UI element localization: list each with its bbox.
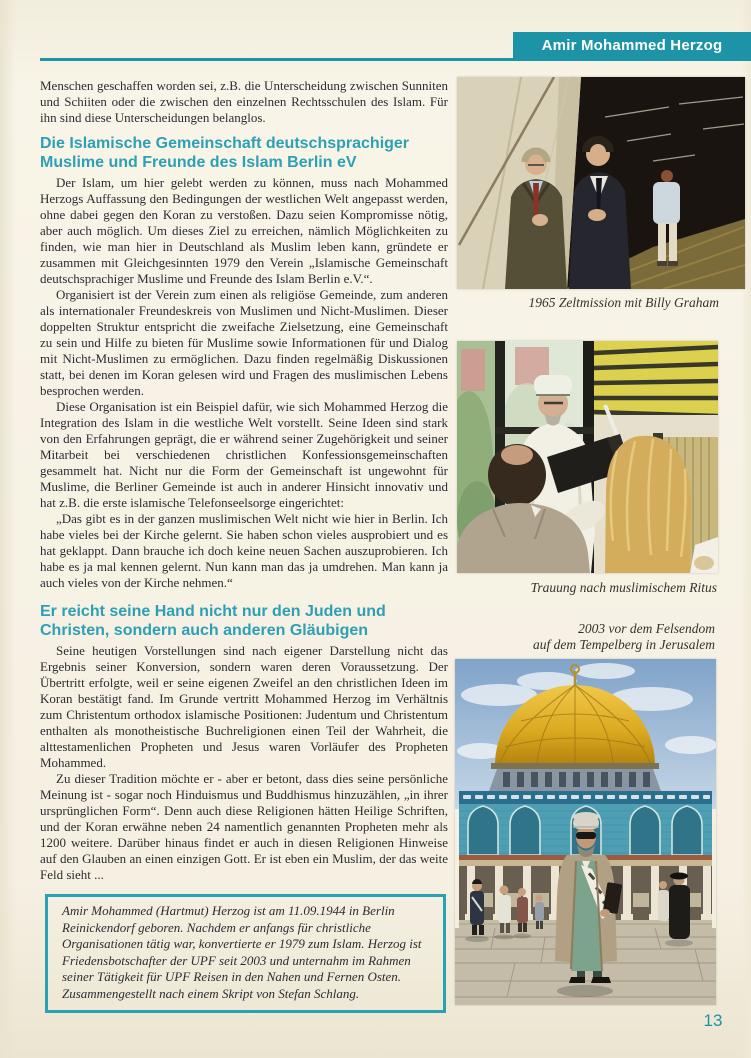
photo-trauung xyxy=(457,341,718,573)
photo-felsendom xyxy=(455,659,716,1005)
felsendom-caption-line2: auf dem Tempelberg in Jerusalem xyxy=(533,636,715,652)
section1-paragraph-1: Der Islam, um hier gelebt werden zu können, muss nach Mohammed Herzogs Auffassung den Bedingungen der westlichen Welt angepasst werden, ohne dabei gegen den Koran zu verstoßen. Dazu seien Kompromisse nötig, aber auch möglich. Um dieses Ziel zu erreichen, nämlich Möglichkeiten zu finden, wie man hier in Deutschland als Muslim leben kann, gründete er zusammen mit Gleichgesinnten 1979 den Verein „Islamische Gemeinschaft deutschsprachiger Muslime und Freunde des Islam Berlin e.V.“. xyxy=(40,175,448,286)
section2-paragraph-2: Zu dieser Tradition möchte er - aber er betont, dass dies seine persönliche Meinung ist - sogar noch Hinduismus und Buddhismus hinzuzählen, „in ihrer ursprünglichen Form“. Denn auch diese Religionen hätten Heilige Schriften, und der Koran erwähne neben 24 namentlich genannten Propheten mehr als 1200 weitere. Darüber hinaus findet er auch in diesen Religionen Hinweise auf den Glauben an einen einzigen Gott. Er ist eben ein Muslim, der das weite Feld sieht ... xyxy=(40,771,448,882)
page-number: 13 xyxy=(703,1011,723,1030)
felsendom-illustration xyxy=(455,659,716,1005)
article-column xyxy=(40,78,448,1013)
bio-box xyxy=(45,894,446,1013)
trauung-illustration xyxy=(457,341,718,573)
photo-caption-felsendom xyxy=(457,621,715,652)
bio-credit: Zusammengestellt nach einem Skript von Stefan Schlang. xyxy=(62,985,360,1001)
felsendom-caption-line1: 2003 vor dem Felsendom xyxy=(578,621,715,636)
bio-text: Amir Mohammed (Hartmut) Herzog ist am 11.09.1944 in Berlin Reinickendorf geboren. Nachdem er anfangs für christliche Organisationen tätig war, konvertierte er 1979 zum Islam. Herzog ist Friedensbotschafter der UPF seit 2003 und unternahm im Rahmen seiner Tätigkeit für UPF Reisen in den Nahen und Fernen Osten. xyxy=(62,903,422,985)
section1-paragraph-4: „Das gibt es in der ganzen muslimischen Welt nicht wie hier in Berlin. Ich habe vieles bei der Kirche gelernt. Sie haben schon vieles ausprobiert und es hat geklappt. Dann brauche ich doch keine neuen Sachen auszuprobieren. Ich habe es ja mal kennen gelernt. Nun kann man das ja umdrehen. Man kann ja auch vieles von der Kirche nehmen.“ xyxy=(40,511,448,590)
photo-zeltmission xyxy=(457,77,745,289)
section1-heading: Die Islamische Gemeinschaft deutschsprachiger Muslime und Freunde des Islam Berlin eV xyxy=(40,135,410,171)
sunglasses xyxy=(576,832,596,839)
zeltmission-illustration xyxy=(457,77,745,289)
section1-paragraph-3: Diese Organisation ist ein Beispiel dafür, wie sich Mohammed Herzog die Integration des Islam in die westliche Welt vorstellt. Seine Ideen sind stark von den Erfahrungen geprägt, die er während seiner Zugehörigkeit und seiner Mitarbeit bei verschiedenen christlichen Konfessionsgemeinschaften gesammelt hat. Nicht nur die Form der Gemeinschaft ist ungewohnt für Muslime, die Berliner Gemeinde ist auch in anderer Hinsicht innovativ und hat z.B. die erste islamische Telefonseelsorge eingerichtet: xyxy=(40,399,448,510)
section2-heading: Er reicht seine Hand nicht nur den Juden und Christen, sondern auch anderen Gläubigen xyxy=(40,603,386,639)
section1-paragraph-2: Organisiert ist der Verein zum einen als religiöse Gemeinde, zum anderen als internationaler Freundeskreis von Muslimen und Nicht-Muslimen. Dieser doppelten Struktur entspricht die zweifache Zielsetzung, eine Gemeinschaft zu sein und Hilfe zu bieten für Muslime sowie Informationen für und Dialog mit Nicht-Muslimen zu ermöglichen. Dazu finden regelmäßig Diskussionen statt, bei denen im Koran gelesen wird und Fragen des muslimischen Lebens besprochen werden. xyxy=(40,287,448,398)
header-title-bar xyxy=(513,32,751,59)
photo-caption-trauung: Trauung nach muslimischem Ritus xyxy=(530,580,717,595)
section2-paragraph-1: Seine heutigen Vorstellungen sind nach eigener Darstellung nicht das Ergebnis seiner Konversion, sondern waren deren Voraussetzung. Der Übertritt erfolgte, weil er seine eigenen Zweifel an den christlichen Ideen im Koran bestätigt fand. Im Grunde vertritt Mohammed Herzog im Verhältnis zum Christentum orthodox islamische Positionen: Judentum und Christentum enthalten als monotheistische Buchreligionen einen Teil der Wahrheit, die alttestamenlichen Propheten und Jesus waren Vorläufer des Propheten Mohammed. xyxy=(40,643,448,770)
header-title: Amir Mohammed Herzog xyxy=(541,37,723,54)
header-rule xyxy=(40,58,751,61)
intro-paragraph: Menschen geschaffen worden sei, z.B. die Unterscheidung zwischen Sunniten und Schiiten oder die zwischen den einzelnen Rechtsschulen des Islam. Für ihn sind diese Unterscheidungen belanglos. xyxy=(40,78,448,125)
photo-caption-zeltmission: 1965 Zeltmission mit Billy Graham xyxy=(528,295,719,310)
